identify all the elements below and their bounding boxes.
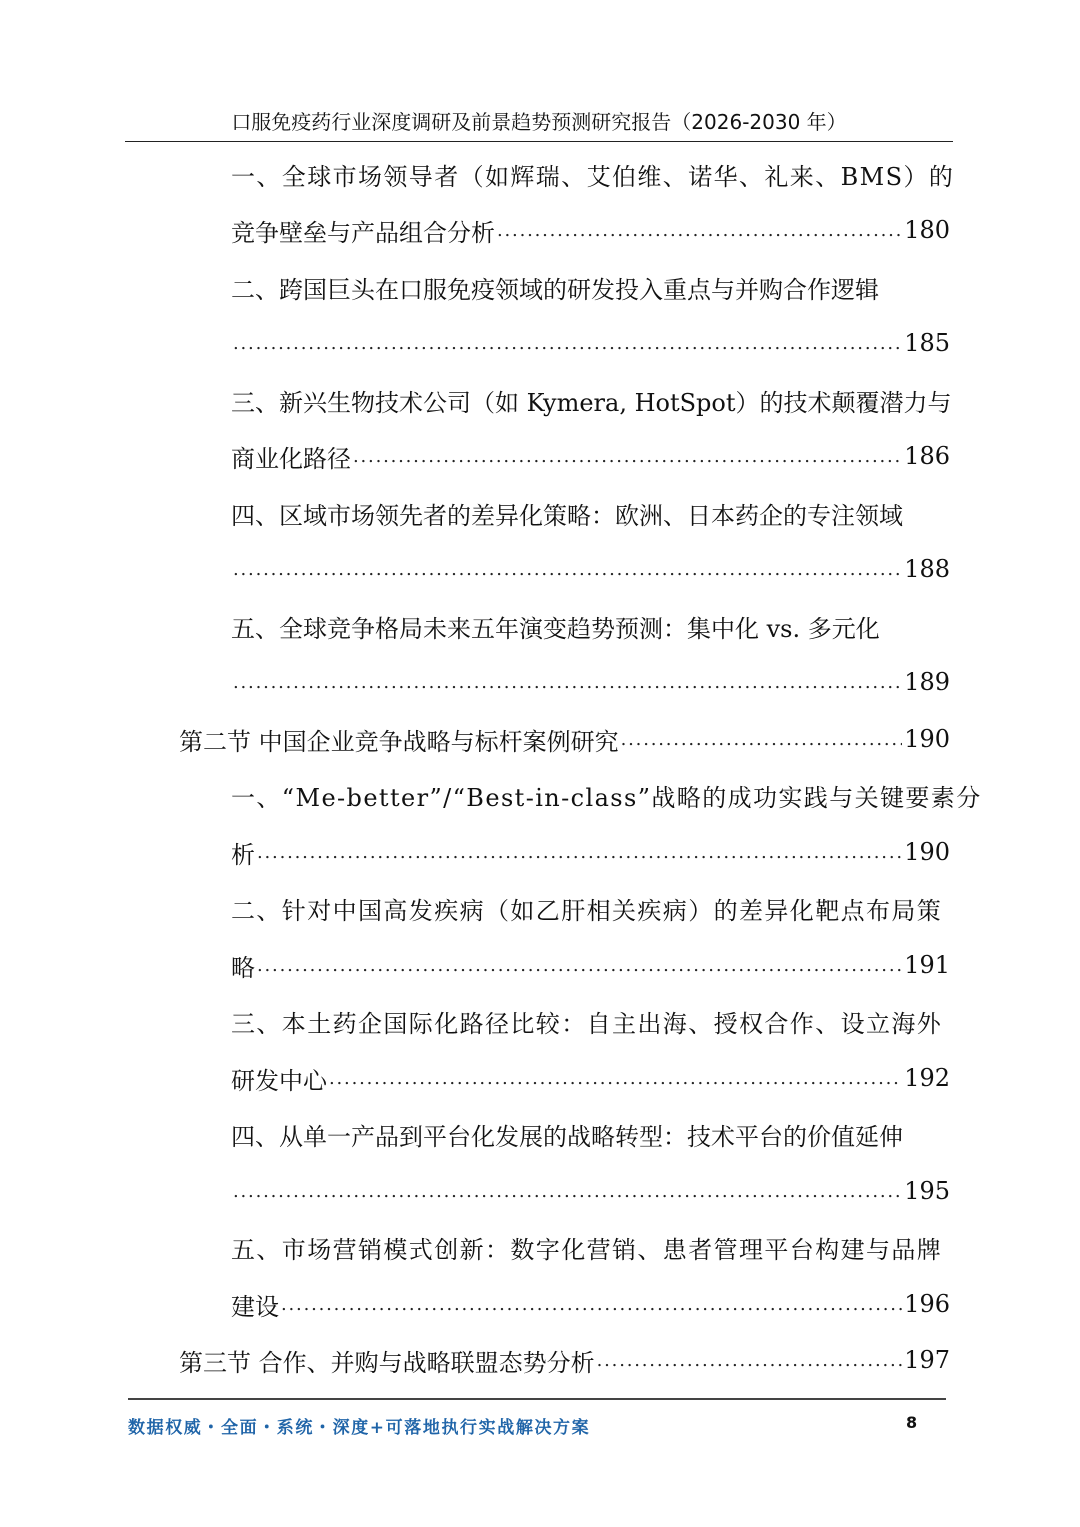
- toc-line[interactable]: [231, 1163, 950, 1219]
- toc-page-number: 195: [904, 1177, 950, 1205]
- toc-line[interactable]: [231, 146, 955, 202]
- dot-leader: [257, 837, 902, 867]
- toc-entry-text: 三、本土药企国际化路径比较：自主出海、授权合作、设立海外: [231, 1009, 943, 1038]
- toc-line[interactable]: [231, 824, 950, 880]
- toc-entry-text: 二、跨国巨头在口服免疫领域的研发投入重点与并购合作逻辑: [231, 275, 879, 304]
- footer-slogan: 数据权威・全面・系统・深度+可落地执行实战解决方案: [128, 1418, 591, 1438]
- dot-leader: [233, 1176, 902, 1206]
- toc-line[interactable]: [231, 598, 950, 654]
- toc-entry-text: 商业化路径: [231, 444, 351, 473]
- dot-leader: [353, 441, 902, 471]
- toc-entry-text: 五、全球竞争格局未来五年演变趋势预测：集中化 vs. 多元化: [231, 614, 880, 643]
- dot-leader: [621, 724, 903, 754]
- dot-leader: [233, 667, 902, 697]
- dot-leader: [257, 950, 902, 980]
- toc-page-number: 191: [904, 951, 950, 979]
- toc-line[interactable]: [179, 1332, 950, 1388]
- toc-page-number: 185: [904, 329, 950, 357]
- toc-page-number: 188: [904, 555, 950, 583]
- toc-page-number: 190: [904, 725, 950, 753]
- toc-entry-text: 第二节 中国企业竞争战略与标杆案例研究: [179, 727, 619, 756]
- footer-rule: [128, 1398, 946, 1400]
- toc-line[interactable]: [179, 711, 950, 767]
- dot-leader: [233, 554, 902, 584]
- toc-page-number: 180: [904, 216, 950, 244]
- toc-entry-text: 研发中心: [231, 1066, 327, 1095]
- toc-line[interactable]: [231, 1219, 950, 1275]
- toc-line[interactable]: [231, 880, 950, 936]
- toc-line[interactable]: [231, 202, 950, 258]
- page-header-title: 口服免疫药行业深度调研及前景趋势预测研究报告（2026-2030 年）: [231, 110, 847, 134]
- dot-leader: [233, 328, 902, 358]
- toc-entry-text: 二、针对中国高发疾病（如乙肝相关疾病）的差异化靶点布局策: [231, 896, 943, 925]
- dot-leader: [497, 215, 902, 245]
- toc-page-number: 190: [904, 838, 950, 866]
- toc-entry-text: 建设: [231, 1292, 279, 1321]
- toc-line[interactable]: [231, 485, 950, 541]
- toc-entry-text: 竞争壁垒与产品组合分析: [231, 218, 495, 247]
- toc-line[interactable]: [231, 315, 950, 371]
- toc-entry-text: 三、新兴生物技术公司（如 Kymera, HotSpot）的技术颠覆潜力与: [231, 388, 952, 417]
- toc-page-number: 192: [904, 1064, 950, 1092]
- dot-leader: [597, 1345, 903, 1375]
- toc-line[interactable]: [231, 1106, 950, 1162]
- header-rule: [125, 141, 953, 142]
- toc-entry-text: 第三节 合作、并购与战略联盟态势分析: [179, 1348, 595, 1377]
- toc-entry-text: 四、区域市场领先者的差异化策略：欧洲、日本药企的专注领域: [231, 501, 903, 530]
- toc-line[interactable]: [231, 541, 950, 597]
- toc-line[interactable]: [231, 1050, 950, 1106]
- toc-entry-text: 略: [231, 953, 255, 982]
- toc-line[interactable]: [231, 767, 982, 823]
- toc-line[interactable]: [231, 259, 950, 315]
- dot-leader: [281, 1289, 902, 1319]
- toc-line[interactable]: [231, 428, 950, 484]
- dot-leader: [329, 1063, 902, 1093]
- toc-page-number: 197: [904, 1346, 950, 1374]
- toc-page-number: 189: [904, 668, 950, 696]
- toc-entry-text: 析: [231, 840, 255, 869]
- toc-entry-text: 一、全球市场领导者（如辉瑞、艾伯维、诺华、礼来、BMS）的: [231, 162, 955, 191]
- toc-entry-text: 一、“Me-better”/“Best-in-class”战略的成功实践与关键要素分: [231, 783, 982, 812]
- footer-page-number: 8: [906, 1413, 918, 1432]
- toc-line[interactable]: [231, 1276, 950, 1332]
- toc-line[interactable]: [231, 993, 950, 1049]
- toc-entry-text: 五、市场营销模式创新：数字化营销、患者管理平台构建与品牌: [231, 1235, 943, 1264]
- toc-line[interactable]: [231, 654, 950, 710]
- toc-line[interactable]: [231, 372, 950, 428]
- toc-line[interactable]: [231, 937, 950, 993]
- toc-page-number: 186: [904, 442, 950, 470]
- toc-page-number: 196: [904, 1290, 950, 1318]
- toc-entry-text: 四、从单一产品到平台化发展的战略转型：技术平台的价值延伸: [231, 1122, 903, 1151]
